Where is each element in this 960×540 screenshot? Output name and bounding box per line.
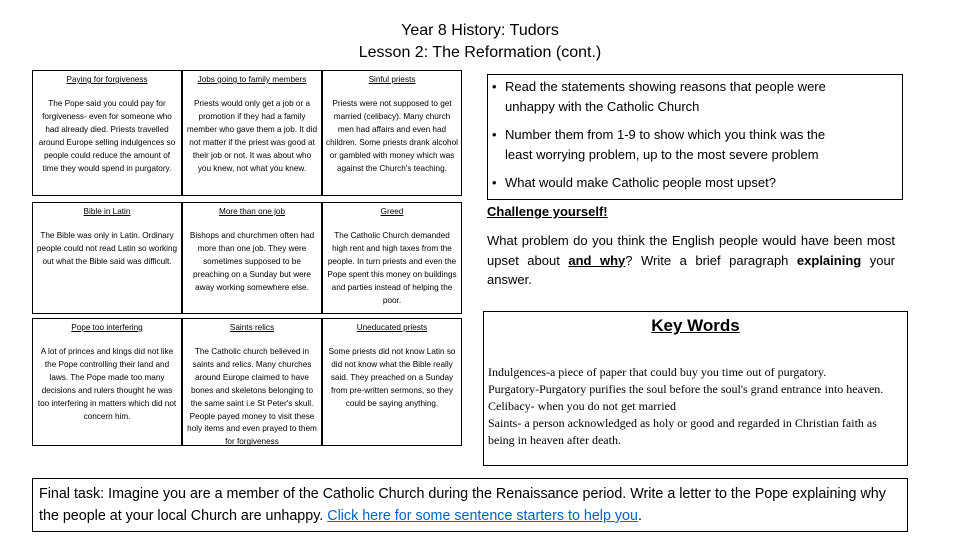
reason-heading: Sinful priests [368, 75, 416, 84]
challenge-text: What problem do you think the English people would have been most upset about [487, 233, 895, 268]
challenge-heading: Challenge yourself! [487, 204, 608, 219]
reasons-grid [32, 70, 482, 448]
reason-text: A lot of princes and kings did not like the Pope controlling their land and laws. The Pope made too many decisions and rulers thought he was too interfering in matters which did not concern him. [37, 347, 177, 421]
reason-card-1 [32, 70, 182, 196]
instructions-list [488, 77, 902, 193]
instruction-item [488, 173, 902, 193]
instruction-item [488, 77, 902, 117]
reason-heading: More than one job [219, 207, 285, 216]
key-word-item: Indulgences-a piece of paper that could buy you time out of purgatory. [488, 365, 827, 379]
instructions-box [487, 74, 903, 200]
key-word-item: Saints- a person acknowledged as holy or good and regarded in Christian faith as being in heaven after death. [488, 416, 877, 447]
final-task-text: Final task: Imagine you are a member of the Catholic Church during the Renaissance period. Write a letter to the Pope explaining why the people at your local Church are unhappy. [39, 486, 886, 524]
final-task-box [32, 478, 908, 532]
instruction-item [488, 125, 902, 165]
reason-text: The Catholic church believed in saints and relics. Many churches around Europe claimed to have bones and skeletons belonging to the same saint i.e St Peter's skull. People payed money to visit these holy items and even prayed to them for forgiveness [187, 347, 317, 447]
reason-card-7 [32, 318, 182, 446]
instruction-text: least worrying problem, up to the most severe problem [505, 147, 819, 162]
challenge-and-why: and why [568, 252, 626, 268]
final-task-end: . [637, 508, 642, 524]
reason-heading: Paying for forgiveness [66, 75, 148, 84]
page-title [0, 20, 960, 64]
reason-heading: Bible in Latin [83, 207, 131, 216]
reason-card-4 [32, 202, 182, 314]
key-words-title: Key Words [651, 316, 740, 335]
reason-card-5 [182, 202, 322, 314]
sentence-starters-link[interactable]: Click here for some sentence starters to help you [327, 508, 638, 524]
reason-card-2 [182, 70, 322, 196]
title-line-1: Year 8 History: Tudors [401, 22, 559, 39]
reason-text: The Pope said you could pay for forgiveness- even for someone who had already died. Priests travelled around Europe selling indulgences so people could reduce the amount of time they would spend in purgatory. [38, 99, 176, 173]
challenge-text: your answer. [487, 252, 896, 287]
instruction-text: • Number them from 1-9 to show which you think was the [505, 127, 826, 142]
key-word-item: Purgatory-Purgatory purifies the soul before the soul's grand entrance into heaven. [488, 382, 884, 396]
reason-card-6 [322, 202, 462, 314]
reason-text: Priests would only get a job or a promotion if they had a family member who gave them a job. It did not matter if the priest was good at their job or not. It was about who you knew, not what you knew. [186, 99, 318, 173]
key-word-item: Celibacy- when you do not get married [488, 399, 676, 413]
reason-heading: Greed [380, 207, 404, 216]
reason-text: The Catholic Church demanded high rent and high taxes from the people. In turn priests and even the Pope spent this money on buildings and parties instead of helping the poor. [327, 231, 457, 305]
title-line-2: Lesson 2: The Reformation (cont.) [358, 44, 602, 61]
reason-heading: Pope too interfering [71, 323, 143, 332]
instruction-text: • Read the statements showing reasons that people were [505, 79, 826, 94]
reason-text: Priests were not supposed to get married (celibacy). Many church men had affairs and even had children. Some priests drank alcohol or gambled with money which was against the Church's teaching. [326, 99, 458, 173]
reason-text: Some priests did not know Latin so did not know what the Bible really said. They preached on a Sunday from pre-written sermons, so they could be saying anything. [328, 347, 456, 408]
challenge-text: ? Write a brief paragraph [625, 252, 797, 268]
reason-card-3 [322, 70, 462, 196]
instruction-text: • What would make Catholic people most upset? [505, 175, 776, 190]
reason-heading: Jobs going to family members [197, 75, 307, 84]
reason-card-8 [182, 318, 322, 446]
challenge-explaining: explaining [796, 252, 862, 268]
key-words-list [488, 364, 903, 449]
reason-card-9 [322, 318, 462, 446]
challenge-paragraph [487, 231, 895, 290]
reason-heading: Saints relics [229, 323, 275, 332]
reason-text: Bishops and churchmen often had more than one job. They were sometimes supposed to be preaching on a Sunday but were away working somewhere else. [189, 231, 315, 292]
instruction-text: unhappy with the Catholic Church [505, 99, 700, 114]
reason-text: The Bible was only in Latin. Ordinary people could not read Latin so working out what the Bible said was difficult. [36, 231, 178, 266]
reason-heading: Uneducated priests [356, 323, 428, 332]
key-words-box [483, 311, 908, 466]
